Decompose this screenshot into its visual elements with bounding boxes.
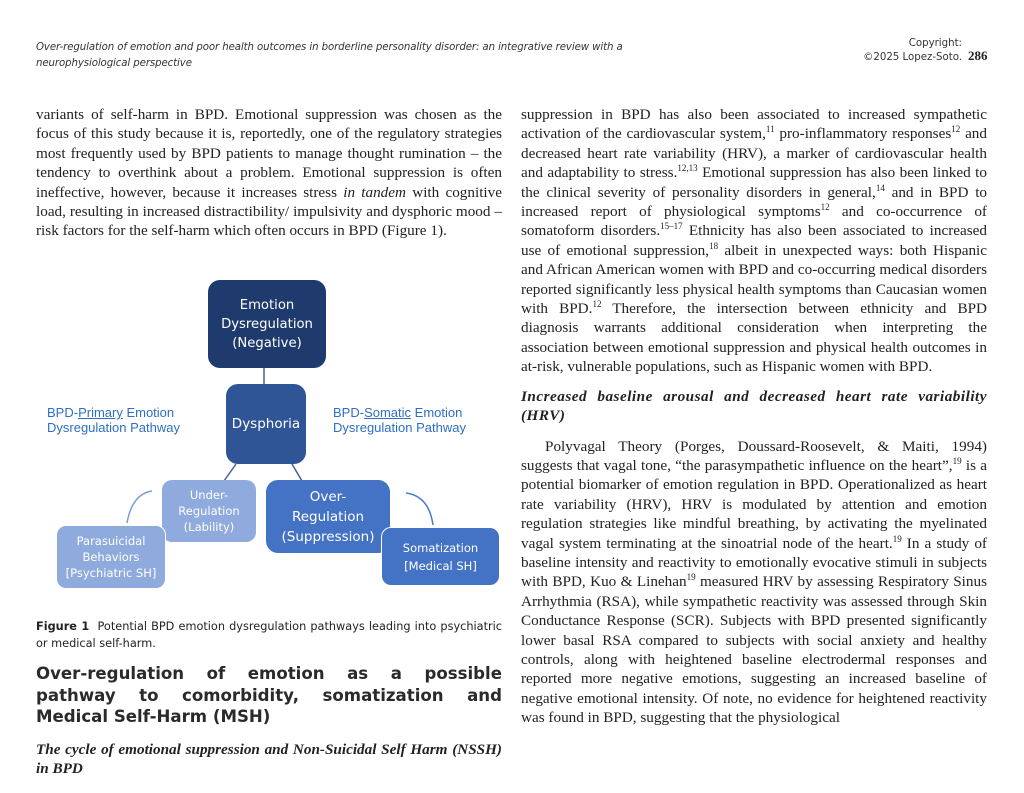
paragraph-text: measured HRV by assessing Respiratory Sinus Arrhythmia (RSA), while sympathetic reactivity was assessed through Skin Conductance Response (SCR). Subjects with BPD presented significantly lower basal RSA compared to subjects with social anxiety and healthy controls, along with heightened baseline electrodermal responses and reported more negative emotions, suggesting an increased baseline of negative emotional intensity. Of note, no evidence for heightened reactivity was found in BPD, suggesting that the physiological: [521, 573, 988, 727]
running-title: Over-regulation of emotion and poor health outcomes in borderline personality disorder: an integrative review with a neurophysiological perspective: [36, 42, 623, 69]
node-text: (Lability): [183, 520, 235, 534]
node-text: (Negative): [232, 335, 302, 351]
cycle-arrow: [406, 493, 433, 525]
primary-pathway-label: [47, 405, 180, 435]
paragraph-text: and in BPD to increased report of physiological symptoms: [521, 183, 988, 221]
paragraph-text: Polyvagal Theory (Porges, Doussard-Roosevelt, & Maiti, 1994) suggests that vagal tone, “the parasympathetic influence on the heart”,: [521, 437, 987, 474]
node-text: Regulation: [178, 504, 240, 518]
paragraph-text: Emotional suppression has also been linked to the clinical severity of personality disorders in general,: [521, 164, 987, 201]
citation-superscript: 12: [592, 299, 602, 310]
node-text: Regulation: [291, 508, 365, 525]
paragraph: [36, 105, 502, 241]
citation-superscript: 19: [686, 572, 696, 583]
paragraph-text: albeit in unexpected ways: both Hispanic and African American women with BPD and co-occurring medical disorders reported significantly less physical health symptoms than Caucasian women with BPD.: [521, 241, 987, 318]
over-regulation-node: [266, 480, 390, 553]
citation-superscript: 19: [892, 533, 902, 544]
node-text: Under-: [189, 488, 229, 502]
label-text: Dysregulation Pathway: [333, 420, 466, 435]
citation-superscript: 11: [765, 124, 775, 135]
dysphoria-node: [226, 384, 306, 464]
copyright-label: Copyright:: [908, 38, 962, 49]
node-text: Dysregulation: [221, 316, 313, 332]
label-text: Emotion: [411, 405, 463, 420]
label-text: Emotion: [122, 405, 175, 420]
label-underlined-text: Somatic: [364, 405, 412, 420]
somatic-pathway-label: [333, 405, 466, 435]
citation-superscript: 12: [820, 202, 830, 213]
label-text: BPD-: [333, 405, 365, 420]
paragraph-text: suppression in BPD has also been associated to increased sympathetic activation of the cardiovascular system,: [521, 106, 987, 143]
node-text: (Suppression): [281, 528, 375, 545]
somatization-node: [381, 527, 500, 586]
connector-line: [292, 464, 302, 481]
left-column: [36, 105, 502, 241]
paragraph: [521, 105, 987, 377]
node-text: Over-: [309, 488, 347, 505]
paragraph-text: pro-inflammatory responses: [774, 125, 952, 143]
connector-line: [224, 464, 236, 481]
right-column: [521, 105, 987, 728]
caption-label: Figure 1: [36, 620, 90, 633]
paragraph-text: and decreased heart rate variability (HRV), a marker of cardiovascular health and adaptability to stress.: [521, 125, 987, 182]
paragraph-text: and co-occurrence of somatoform disorders.: [521, 203, 987, 240]
node-text: Behaviors: [82, 550, 140, 564]
emphasis-text: in tandem: [343, 183, 406, 201]
node-text: [Medical SH]: [404, 558, 477, 573]
section-heading: Over-regulation of emotion as a possible pathway to comorbidity, somatization and Medical Self-Harm (MSH): [36, 664, 502, 726]
paragraph: [521, 437, 987, 728]
paragraph-text: variants of self-harm in BPD. Emotional suppression was chosen as the focus of this study because it is, reportedly, one of the regulatory strategies most frequently used by BPD patients to manage thought rumination – the tendency to overthink about a problem. Emotional suppression is often ineffective, however, because it increases stress: [36, 106, 502, 201]
node-text: Parasuicidal: [76, 534, 146, 548]
node-text: [Psychiatric SH]: [65, 566, 157, 580]
node-text: Somatization: [402, 540, 479, 555]
parasuicidal-behaviors-node: [56, 525, 166, 589]
emotion-dysregulation-node: [208, 280, 326, 368]
page-number: 286: [968, 48, 988, 63]
citation-superscript: 15–17: [660, 221, 683, 232]
label-text: BPD-: [47, 405, 79, 420]
subsection-heading: Increased baseline arousal and decreased heart rate variability (HRV): [521, 387, 987, 425]
figure-caption: [36, 618, 502, 652]
section-subheading: The cycle of emotional suppression and Non-Suicidal Self Harm (NSSH) in BPD: [36, 741, 502, 778]
citation-superscript: 19: [952, 455, 962, 466]
node-text: Emotion: [239, 297, 295, 313]
caption-text: Potential BPD emotion dysregulation pathways leading into psychiatric or medical self-harm.: [36, 620, 502, 650]
node-text: Dysphoria: [231, 416, 301, 432]
paragraph-text: Ethnicity has also been associated to increased use of emotional suppression,: [521, 222, 987, 259]
paragraph-text: with cognitive load, resulting in increased distractibility/ impulsivity and dysphoric mood – risk factors for the self-harm which often occurs in BPD (Figure 1).: [36, 183, 502, 240]
label-underlined-text: Primary: [78, 405, 123, 420]
label-text: Dysregulation Pathway: [47, 420, 180, 435]
paragraph-text: is a potential biomarker of emotion regulation in BPD. Operationalized as heart rate variability (HRV), HRV is modulated by attention and emotion regulation strategies like mindful breathing, by activating the myelinated vagal system terminating at the sinoatrial node of the heart.: [521, 456, 987, 552]
paragraph-text: In a study of baseline intensity and reactivity to emotionally evocative stimuli in subjects with BPD, Kuo & Linehan: [521, 534, 987, 591]
citation-superscript: 12: [951, 124, 961, 135]
citation-superscript: 14: [875, 182, 885, 193]
citation-superscript: 18: [709, 240, 719, 251]
under-regulation-node: [162, 480, 256, 542]
cycle-arrow: [127, 491, 152, 523]
figure-1-diagram: [36, 278, 502, 603]
copyright-notice: [863, 37, 962, 65]
citation-superscript: 12,13: [677, 163, 698, 174]
paragraph-text: Therefore, the intersection between ethnicity and BPD diagnosis warrants additional consideration when interpreting the association between emotional suppression and physical health outcomes in at-risk, vulnerable populations, such as Hispanic women with BPD.: [521, 300, 988, 376]
copyright-holder: ©2025 Lopez-Soto.: [863, 52, 962, 63]
